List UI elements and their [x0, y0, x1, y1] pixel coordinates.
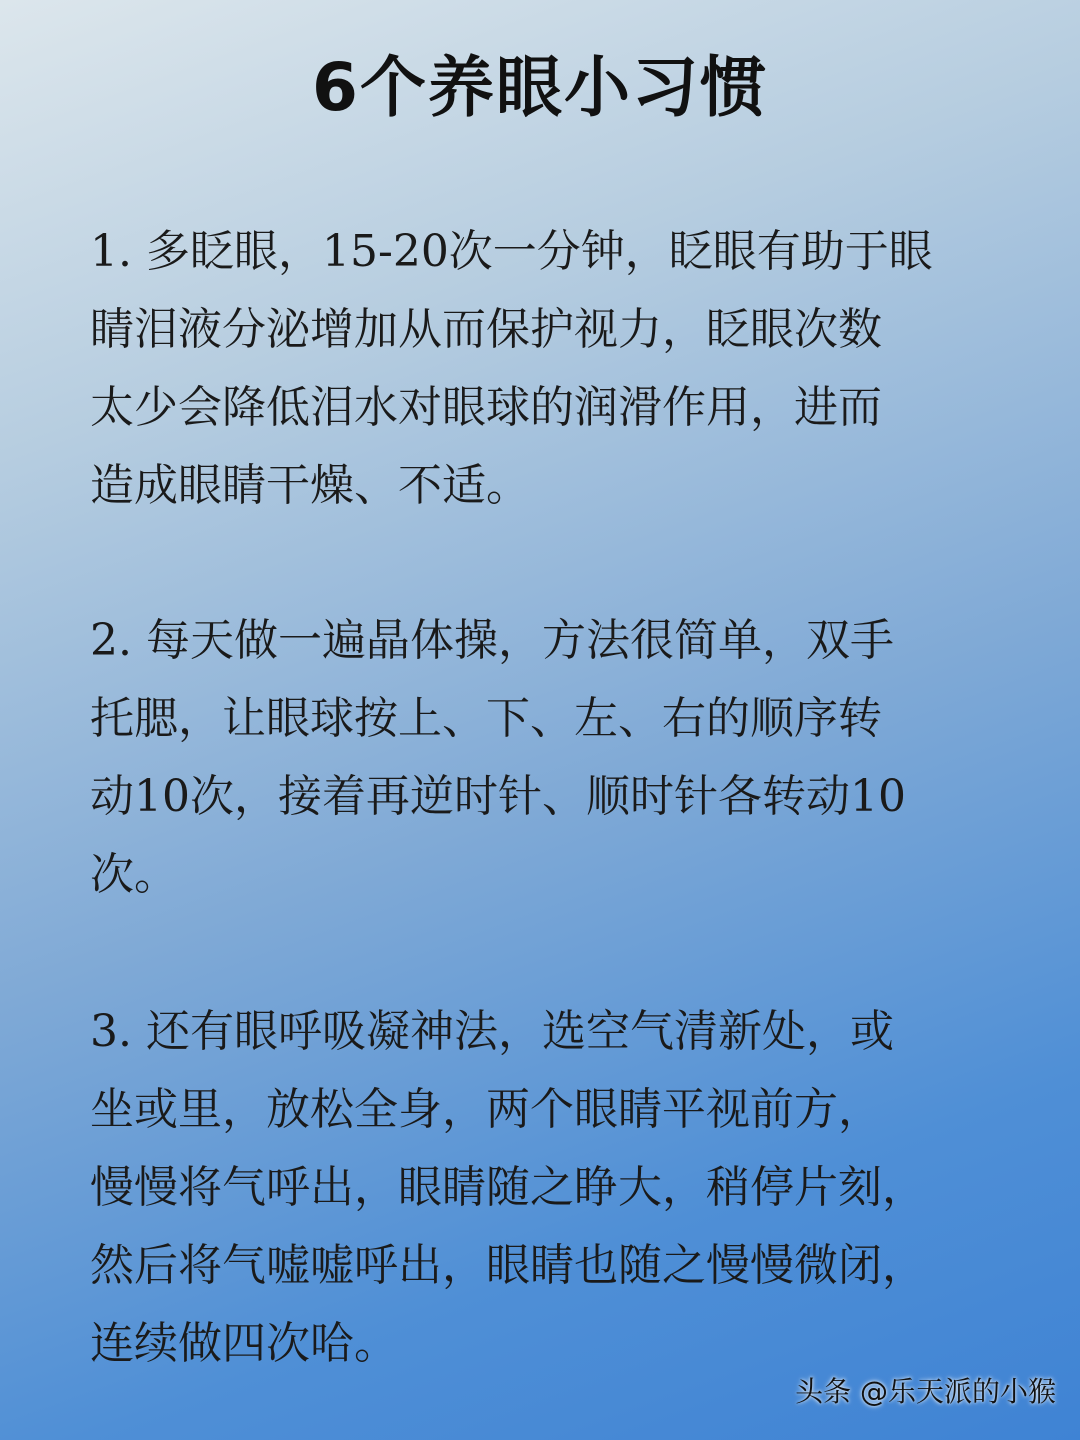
paragraph-blinking: [90, 213, 990, 525]
paragraph-eye-exercise: [90, 602, 990, 914]
paragraph-line: 次。: [90, 849, 178, 900]
paragraph-line: 连续做四次哈。: [90, 1318, 398, 1369]
paragraph-line: 然后将气嘘嘘呼出，眼睛也随之慢慢微闭，: [90, 1240, 926, 1291]
paragraph-line: 太少会降低泪水对眼球的润滑作用，进而: [90, 382, 882, 433]
paragraph-line: 动10次，接着再逆时针、顺时针各转动10: [90, 771, 906, 822]
paragraph-breathing: [90, 993, 990, 1383]
paragraph-line: 托腮，让眼球按上、下、左、右的顺序转: [90, 693, 882, 744]
paragraph-line: 1. 多眨眼，15-20次一分钟，眨眼有助于眼: [90, 226, 933, 277]
paragraph-line: 3. 还有眼呼吸凝神法，选空气清新处，或: [90, 1006, 894, 1057]
paragraph-line: 坐或里，放松全身，两个眼睛平视前方，: [90, 1084, 882, 1135]
paragraph-line: 慢慢将气呼出，眼睛随之睁大，稍停片刻，: [90, 1162, 926, 1213]
paragraph-line: 睛泪液分泌增加从而保护视力，眨眼次数: [90, 304, 882, 355]
paragraph-line: 造成眼睛干燥、不适。: [90, 460, 530, 511]
page-title: 6个养眼小习惯: [312, 49, 768, 126]
paragraph-line: 2. 每天做一遍晶体操，方法很简单，双手: [90, 615, 894, 666]
watermark: 头条 @乐天派的小猴: [795, 1375, 1056, 1408]
